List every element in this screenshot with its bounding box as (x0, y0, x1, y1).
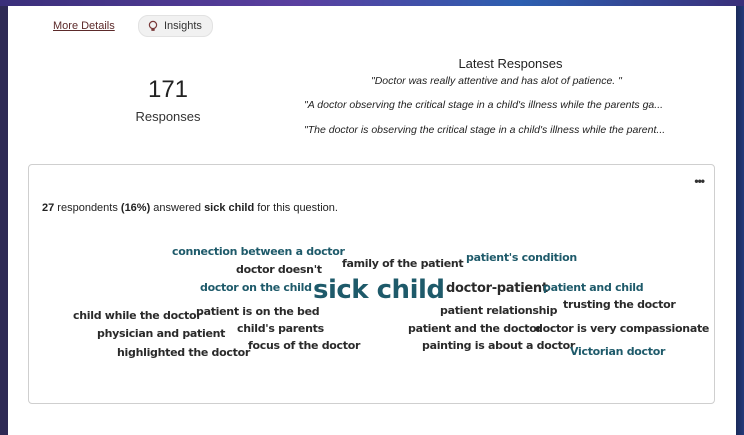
more-options-icon[interactable]: ••• (694, 174, 704, 188)
word-cloud-term[interactable]: child while the doctor (73, 309, 202, 322)
word-cloud-term[interactable]: patient's condition (466, 251, 577, 264)
word-cloud-term[interactable]: doctor doesn't (236, 263, 322, 276)
response-count-label: Responses (135, 109, 201, 124)
latest-response-3: "The doctor is observing the critical stage in a child's illness while the parent... (304, 124, 666, 136)
latest-response-1: "Doctor was really attentive and has alot of patience. " (371, 75, 622, 87)
word-cloud-term[interactable]: focus of the doctor (248, 339, 361, 352)
word-cloud-card (28, 164, 715, 404)
latest-responses-title: Latest Responses (458, 56, 563, 71)
word-cloud-term-highlighted[interactable]: sick child (313, 275, 445, 305)
word-cloud-term[interactable]: child's parents (237, 322, 324, 335)
word-cloud-term[interactable]: patient and child (543, 281, 644, 294)
word-cloud-term[interactable]: patient and the doctor (408, 322, 542, 335)
response-count: 171 (147, 76, 189, 103)
word-cloud-term[interactable]: highlighted the doctor (117, 346, 250, 359)
word-cloud-term[interactable]: doctor-patient (446, 281, 548, 296)
word-cloud-term[interactable]: painting is about a doctor (422, 339, 576, 352)
word-cloud-term[interactable]: connection between a doctor (172, 245, 345, 258)
summary-text-3: for this question. (254, 202, 338, 214)
word-cloud-term[interactable]: patient relationship (440, 304, 558, 317)
summary-text-2: answered (150, 202, 205, 214)
word-cloud-term[interactable]: physician and patient (97, 327, 226, 340)
more-details-link[interactable]: More Details (53, 20, 115, 32)
respondent-count: 27 (42, 202, 55, 214)
insights-button[interactable] (138, 15, 213, 37)
latest-response-2: "A doctor observing the critical stage in a child's illness while the parents ga... (304, 99, 664, 111)
word-cloud-term[interactable]: doctor on the child (200, 281, 312, 294)
insights-label: Insights (164, 20, 202, 32)
word-cloud-term[interactable]: doctor is very compassionate (535, 322, 710, 335)
lightbulb-icon (147, 20, 159, 32)
word-cloud-term[interactable]: family of the patient (342, 257, 464, 270)
respondent-percent: (16%) (120, 202, 151, 214)
word-cloud-term[interactable]: Victorian doctor (570, 345, 666, 358)
window-edge (736, 6, 744, 435)
selected-term: sick child (204, 202, 255, 214)
summary-text-1: respondents (54, 202, 121, 214)
word-cloud-term[interactable]: trusting the doctor (563, 298, 676, 311)
responses-panel (8, 6, 736, 435)
word-cloud-term[interactable]: patient is on the bed (196, 305, 320, 318)
word-cloud (29, 165, 714, 403)
